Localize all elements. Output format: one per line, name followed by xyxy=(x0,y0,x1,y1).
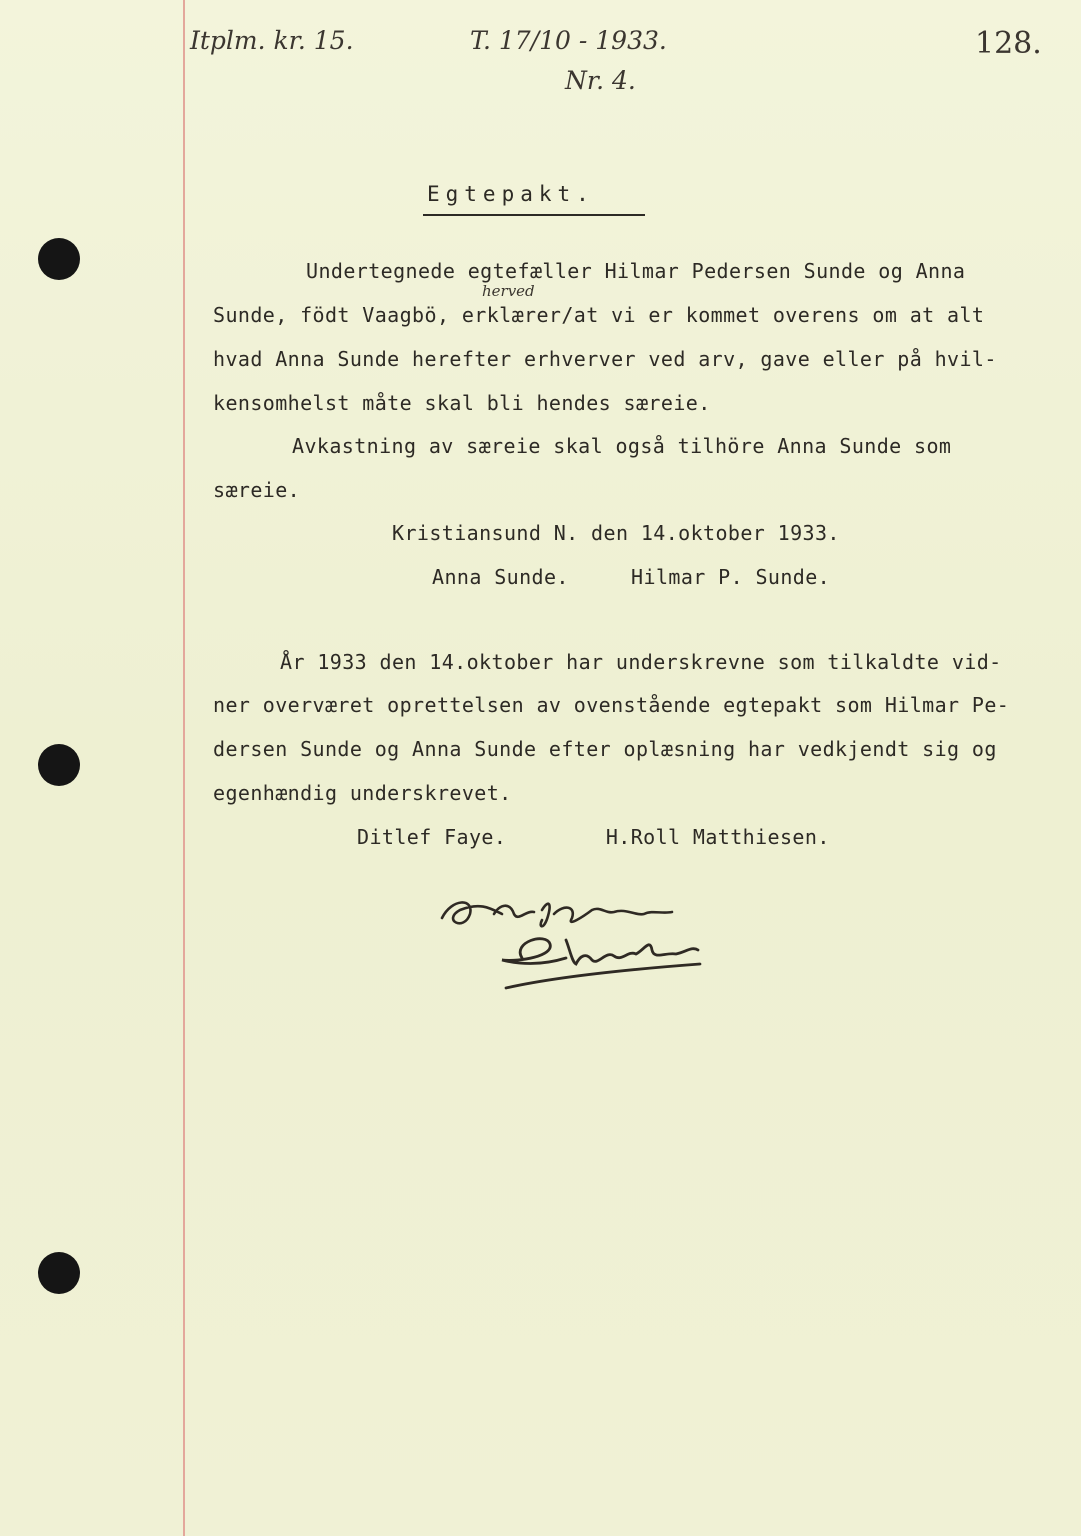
witness-signatures-line: Ditlef Faye. H.Roll Matthiesen. xyxy=(357,825,830,849)
witness-line-3: dersen Sunde og Anna Sunde efter oplæsning har vedkjendt sig og xyxy=(213,737,997,761)
number-note: Nr. 4. xyxy=(565,66,636,95)
title-underline xyxy=(423,214,645,216)
body-line-1: Undertegnede egtefæller Hilmar Pedersen Sunde og Anna xyxy=(306,259,966,283)
body-line-6: særeie. xyxy=(213,478,301,502)
witness-line-4: egenhændig underskrevet. xyxy=(213,781,512,805)
punch-hole-middle xyxy=(38,744,80,786)
body-line-4: kensomhelst måte skal bli hendes særeie. xyxy=(213,391,711,415)
body-line-5: Avkastning av særeie skal også tilhöre Anna Sunde som xyxy=(292,434,952,458)
body-line-2: Sunde, födt Vaagbö, erklærer/at vi er kommet overens om at alt xyxy=(213,303,985,327)
document-title: Egtepakt. xyxy=(427,182,595,206)
handwritten-signature xyxy=(430,880,720,1010)
spouse-signatures-line: Anna Sunde. Hilmar P. Sunde. xyxy=(432,565,831,589)
punch-hole-bottom xyxy=(38,1252,80,1294)
body-line-3: hvad Anna Sunde herefter erhverver ved arv, gave eller på hvil- xyxy=(213,347,997,371)
handwritten-insertion: herved xyxy=(482,282,535,300)
margin-rule xyxy=(183,0,185,1536)
registry-note: Itplm. kr. 15. xyxy=(190,26,354,55)
place-date-line: Kristiansund N. den 14.oktober 1933. xyxy=(392,521,840,545)
punch-hole-top xyxy=(38,238,80,280)
page-number: 128. xyxy=(975,26,1042,61)
date-note: T. 17/10 - 1933. xyxy=(470,26,667,55)
witness-line-2: ner overværet oprettelsen av ovenstående egtepakt som Hilmar Pe- xyxy=(213,693,1010,717)
witness-line-1: År 1933 den 14.oktober har underskrevne som tilkaldte vid- xyxy=(280,650,1002,674)
